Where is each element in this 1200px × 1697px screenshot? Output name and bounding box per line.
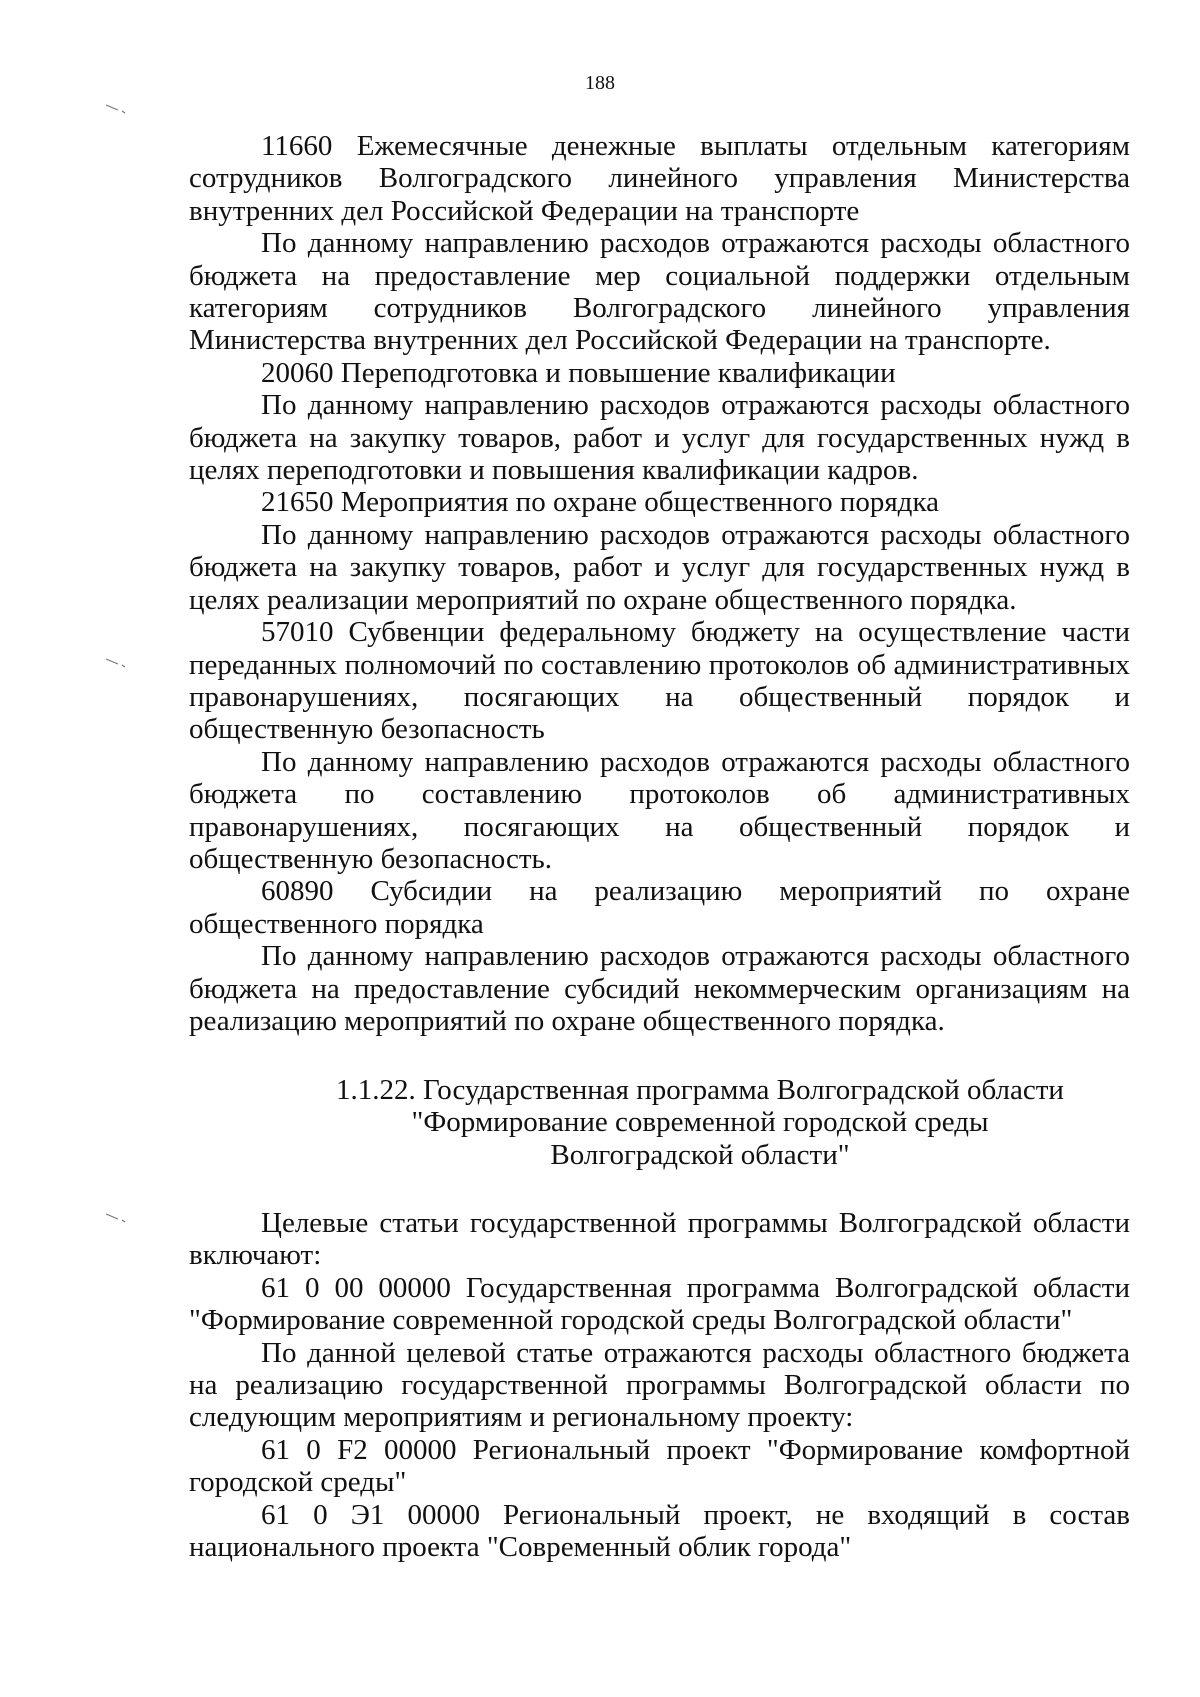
paragraph-11660-title: 11660 Ежемесячные денежные выплаты отдельным категориям сотрудников Волгоградского линейного управления Министерства внутренних дел Российской Федерации на транспорте xyxy=(189,130,1130,227)
paragraph-60890-body: По данному направлению расходов отражаются расходы областного бюджета на предоставление субсидий некоммерческим организациям на реализацию мероприятий по охране общественного порядка. xyxy=(189,940,1130,1037)
paragraph-21650-body: По данному направлению расходов отражаются расходы областного бюджета на закупку товаров, работ и услуг для государственных нужд в целях реализации мероприятий по охране общественного порядка. xyxy=(189,518,1130,616)
scan-artifact-mark xyxy=(104,104,132,114)
page-number: 188 xyxy=(585,72,615,94)
section-upper-text xyxy=(189,130,1130,1037)
paragraph-57010-body: По данному направлению расходов отражаются расходы областного бюджета по составлению протоколов об административных правонарушениях, посягающих на общественный порядок и общественную безопасность. xyxy=(189,745,1130,875)
paragraph-program-code: 61 0 00 00000 Государственная программа Волгоградской области "Формирование современной городской среды Волгоградской области" xyxy=(189,1271,1130,1337)
paragraph-project-e1: 61 0 Э1 00000 Региональный проект, не входящий в состав национального проекта "Современный облик города" xyxy=(189,1498,1130,1564)
heading-line-2: "Формирование современной городской среды xyxy=(411,1106,989,1139)
heading-line-1: 1.1.22. Государственная программа Волгоградской области xyxy=(336,1074,1064,1106)
section-heading xyxy=(300,1074,1100,1171)
scan-artifact-mark xyxy=(104,658,132,668)
scan-artifact-mark xyxy=(104,1213,132,1223)
paragraph-57010-title: 57010 Субвенции федеральному бюджету на осуществление части переданных полномочий по составлению протоколов об административных правонарушениях, посягающих на общественный порядок и общественную безопасность xyxy=(189,616,1130,746)
section-lower-text xyxy=(189,1207,1130,1563)
paragraph-20060-body: По данному направлению расходов отражаются расходы областного бюджета на закупку товаров, работ и услуг для государственных нужд в целях переподготовки и повышения квалификации кадров. xyxy=(189,389,1130,487)
paragraph-program-description: По данной целевой статье отражаются расходы областного бюджета на реализацию государственной программы Волгоградской области по следующим мероприятиям и региональному проекту: xyxy=(189,1336,1130,1434)
paragraph-20060-title: 20060 Переподготовка и повышение квалификации xyxy=(261,356,896,389)
paragraph-11660-body: По данному направлению расходов отражаются расходы областного бюджета на предоставление мер социальной поддержки отдельным категориям сотрудников Волгоградского линейного управления Министерства внутренних дел Российской Федерации на транспорте. xyxy=(189,227,1130,357)
paragraph-project-f2: 61 0 F2 00000 Региональный проект "Формирование комфортной городской среды" xyxy=(189,1433,1130,1499)
paragraph-60890-title: 60890 Субсидии на реализацию мероприятий по охране общественного порядка xyxy=(189,875,1130,940)
heading-line-3: Волгоградской области" xyxy=(550,1138,850,1171)
paragraph-21650-title: 21650 Мероприятия по охране общественного порядка xyxy=(261,486,939,519)
paragraph-target-items-intro: Целевые статьи государственной программы Волгоградской области включают: xyxy=(189,1207,1130,1272)
